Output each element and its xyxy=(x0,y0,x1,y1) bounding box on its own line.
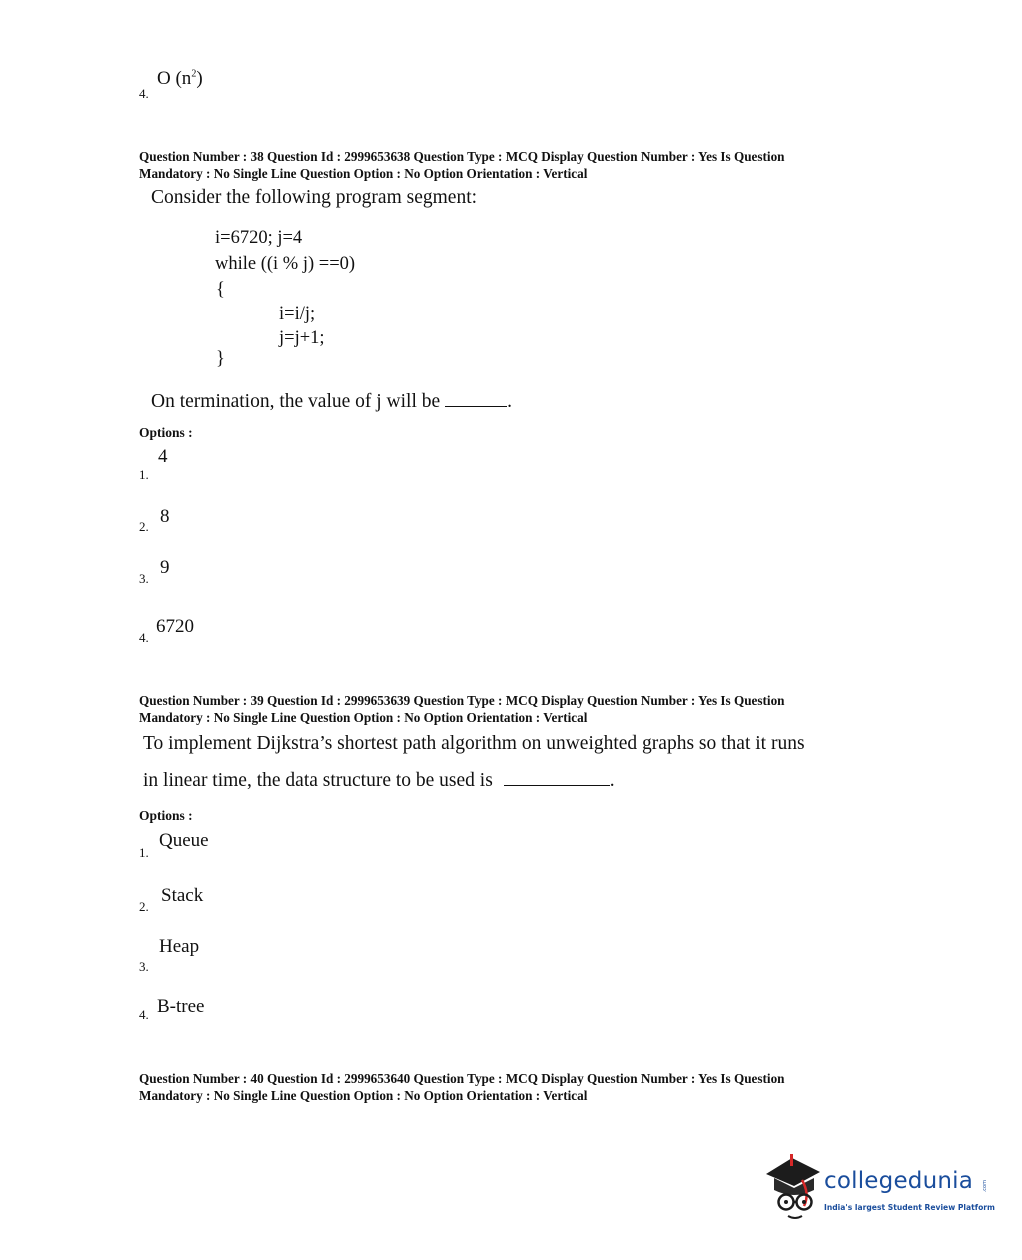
code-line-1: i=6720; j=4 xyxy=(215,228,303,248)
prev-option-4-text xyxy=(157,68,203,90)
student-mascot-icon xyxy=(762,1150,824,1224)
answer-blank xyxy=(445,405,507,407)
q38-option-3-number: 3. xyxy=(139,571,149,586)
q39-option-4-text: B-tree xyxy=(157,996,205,1017)
q39-option-2-number: 2. xyxy=(139,899,149,914)
prev-option-4-close: ) xyxy=(196,68,203,89)
prev-option-4-number: 4. xyxy=(139,86,149,101)
q38-option-4-number: 4. xyxy=(139,630,149,645)
question-39-options-label: Options : xyxy=(139,808,193,823)
q38-option-2-number: 2. xyxy=(139,519,149,534)
question-38-stem: Consider the following program segment: xyxy=(151,187,478,208)
q38-option-1-number: 1. xyxy=(139,467,149,482)
question-39-stem-line2 xyxy=(143,770,615,792)
question-40-meta-line2: Mandatory : No Single Line Question Option : No Option Orientation : Vertical xyxy=(139,1088,588,1103)
q39-option-3-text: Heap xyxy=(159,936,200,957)
code-line-4: i=i/j; xyxy=(279,304,316,324)
prev-option-4-base: O (n xyxy=(157,68,192,89)
code-line-2: while ((i % j) ==0) xyxy=(215,254,356,274)
logo-wordmark: collegedunia xyxy=(824,1168,974,1194)
code-line-6: } xyxy=(216,349,225,369)
q39-option-2-text: Stack xyxy=(161,885,204,906)
question-38-tail-end: . xyxy=(507,391,512,412)
question-40-meta-line1: Question Number : 40 Question Id : 2999653640 Question Type : MCQ Display Question Number : Yes Is Question xyxy=(139,1071,785,1086)
q39-option-4-number: 4. xyxy=(139,1007,149,1022)
question-39-meta xyxy=(139,692,899,726)
question-39-tail-end: . xyxy=(609,770,615,791)
question-38-tail-text: On termination, the value of j will be xyxy=(151,391,441,412)
question-38-options-label: Options : xyxy=(139,425,193,440)
q38-option-1-text: 4 xyxy=(158,446,168,467)
logo-tagline: India's largest Student Review Platform xyxy=(824,1203,995,1212)
question-38-meta-line2: Mandatory : No Single Line Question Option : No Option Orientation : Vertical xyxy=(139,166,588,181)
q39-option-1-text: Queue xyxy=(159,830,209,851)
q39-option-1-number: 1. xyxy=(139,845,149,860)
answer-blank xyxy=(504,784,610,786)
question-39-meta-line2: Mandatory : No Single Line Question Option : No Option Orientation : Vertical xyxy=(139,710,588,725)
q39-option-3-number: 3. xyxy=(139,959,149,974)
question-38-meta-line1: Question Number : 38 Question Id : 2999653638 Question Type : MCQ Display Question Number : Yes Is Question xyxy=(139,149,785,164)
prev-option-4-exponent: 2 xyxy=(191,68,197,80)
question-39-stem-line1: To implement Dijkstra’s shortest path algorithm on unweighted graphs so that it runs xyxy=(143,733,805,754)
code-line-3: { xyxy=(216,280,225,300)
q38-option-4-text: 6720 xyxy=(156,616,194,637)
q38-option-3-text: 9 xyxy=(160,557,170,578)
question-40-meta xyxy=(139,1070,899,1104)
question-39-stem-line2-text: in linear time, the data structure to be used is xyxy=(143,770,493,791)
code-line-5: j=j+1; xyxy=(279,328,325,348)
collegedunia-logo xyxy=(762,1150,1002,1230)
question-38-tail xyxy=(151,391,512,413)
logo-dotcom: .com xyxy=(982,1180,988,1193)
question-38-meta xyxy=(139,148,899,182)
question-39-meta-line1: Question Number : 39 Question Id : 2999653639 Question Type : MCQ Display Question Number : Yes Is Question xyxy=(139,693,785,708)
q38-option-2-text: 8 xyxy=(160,506,170,527)
